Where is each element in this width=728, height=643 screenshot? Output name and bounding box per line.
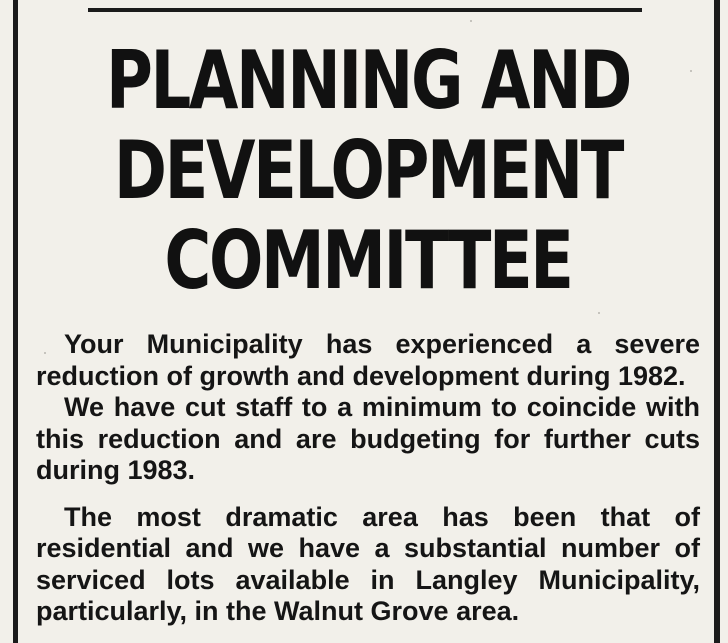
paragraph-2: We have cut staff to a minimum to coincide with this reduction and are budgeting for further cuts during 1983.: [36, 392, 700, 485]
top-rule: [88, 8, 642, 12]
paragraph-3: The most dramatic area has been that of residential and we have a substantial number of serviced lots available in Langley Municipality, particularly, in the Walnut Grove area.: [36, 501, 700, 626]
print-speck: [44, 352, 46, 354]
headline: [88, 36, 648, 306]
headline-line-2: DEVELOPMENT: [113, 124, 623, 217]
headline-line-1: PLANNING AND: [106, 34, 630, 127]
paragraph-1: Your Municipality has experienced a severe reduction of growth and development during 1982.: [36, 329, 700, 391]
left-border-rule: [13, 0, 18, 643]
right-border-rule: [714, 0, 720, 643]
print-speck: [470, 20, 472, 22]
article-body: [36, 329, 700, 628]
headline-line-3: COMMITTEE: [164, 214, 572, 307]
print-speck: [690, 70, 692, 72]
print-speck: [598, 312, 600, 314]
